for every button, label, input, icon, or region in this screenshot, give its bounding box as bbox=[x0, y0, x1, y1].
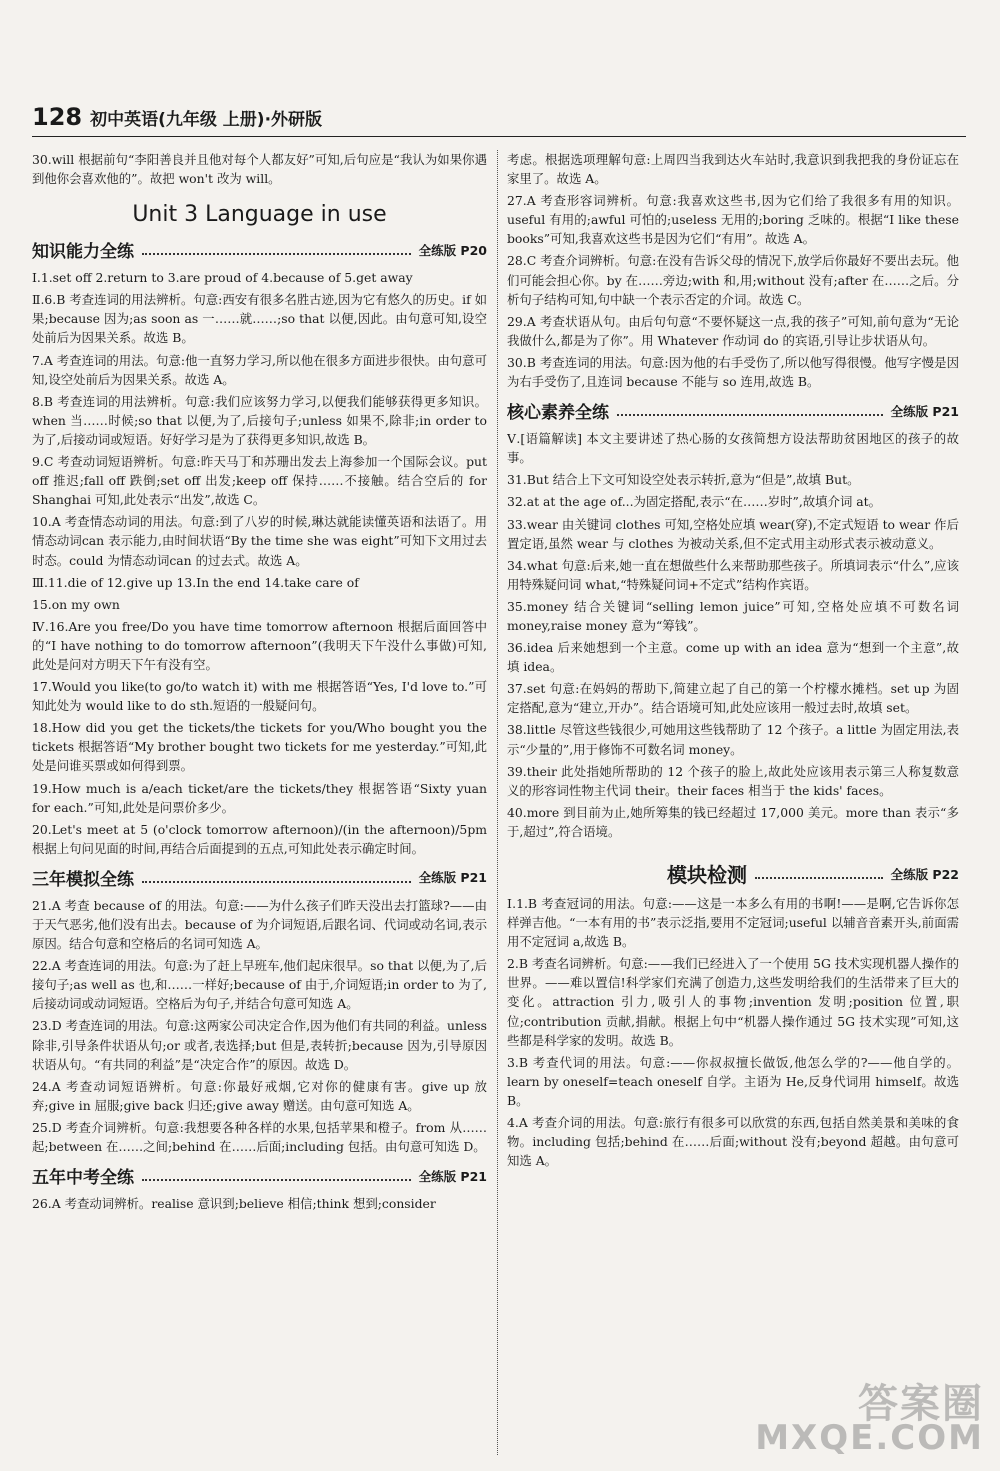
answer-list bbox=[507, 894, 959, 1170]
section-ref: 全练版 P21 bbox=[418, 870, 487, 886]
answer-item: Ⅰ.1.set off 2.return to 3.are proud of 4.because of 5.get away bbox=[32, 270, 413, 286]
section-title: 三年模拟全练 bbox=[32, 869, 134, 890]
answer-item: 23.D 考查连词的用法。句意:这两家公司决定合作,因为他们有共同的利益。unless 除非,引导条件状语从句;or 或者,表选择;but 但是,表转折;because 因为,引导原因状语从句。“有共同的利益”是“决定合作”的原因。故选 D。 bbox=[32, 1018, 487, 1072]
dotted-leader bbox=[142, 872, 411, 883]
answer-item: 30.will 根据前句“李阳善良并且他对每个人都友好”可知,后句应是“我认为如果你遇到他你会喜欢他的”。故把 won't 改为 will。 bbox=[32, 152, 487, 187]
answer-item: 9.C 考查动词短语辨析。句意:昨天马丁和苏珊出发去上海参加一个国际会议。put off 推迟;fall off 跌倒;set off 出发;keep off 保持……不接触。结合空后的 for Shanghai 可知,此处表示“出发”,故选 C。 bbox=[32, 454, 487, 508]
unit-title: Unit 3 Language in use bbox=[132, 202, 387, 228]
answer-item: 19.How much is a/each ticket/are the tickets/they 根据答语“Sixty yuan for each.”可知,此处是问票价多少。 bbox=[32, 780, 487, 815]
answer-item: 考虑。根据选项理解句意:上周四当我到达火车站时,我意识到我把我的身份证忘在家里了。故选 A。 bbox=[507, 152, 959, 187]
answer-item: 33.wear 由关键词 clothes 可知,空格处应填 wear(穿),不定式短语 to wear 作后置定语,虽然 wear 与 clothes 为被动关系,但不定式用主动形式表示被动意义。 bbox=[507, 516, 959, 551]
book-title: 初中英语(九年级 上册)·外研版 bbox=[90, 109, 323, 130]
answer-item: 20.Let's meet at 5 (o'clock tomorrow afternoon)/(in the afternoon)/5pm 根据上句问见面的时间,再结合后面提到的五点,可知此处表示确定时间。 bbox=[32, 821, 487, 856]
answer-item: 39.their 此处指她所帮助的 12 个孩子的脸上,故此处应该用表示第三人称复数意义的形容词性物主代词 their。their faces 相当于 the kids' faces。 bbox=[507, 763, 959, 798]
right-column bbox=[507, 150, 959, 1461]
answer-list bbox=[32, 268, 487, 858]
answer-item: 40.more 到目前为止,她所筹集的钱已经超过 17,000 美元。more than 表示“多于,超过”,符合语境。 bbox=[507, 804, 959, 839]
section-heading bbox=[507, 398, 959, 423]
answer-item: Ⅲ.11.die of 12.give up 13.In the end 14.take care of bbox=[32, 574, 359, 590]
answer-item: 28.C 考查介词辨析。句意:在没有告诉父母的情况下,放学后你最好不要出去玩。他们可能会担心你。by 在……旁边;with 和,用;without 没有;after 在……之后。分析句子结构可知,句中缺一个表示否定的介词。故选 C。 bbox=[507, 253, 959, 307]
answer-item: Ⅱ.6.B 考查连词的用法辨析。句意:西安有很多名胜古迹,因为它有悠久的历史。if 如果;because 因为;as soon as 一……就……;so that 以便,因此。由句意可知,设空处前后为因果关系。故选 B。 bbox=[32, 292, 487, 346]
dotted-leader bbox=[617, 405, 883, 416]
answer-item: 32.at at the age of...为固定搭配,表示“在……岁时”,故填介词 at。 bbox=[507, 494, 882, 510]
answer-item: 36.idea 后来她想到一个主意。come up with an idea 意为“想到一个主意”,故填 idea。 bbox=[507, 640, 959, 675]
answer-item: Ⅰ.1.B 考查冠词的用法。句意:——这是一本多么有用的书啊!——是啊,它告诉你怎样弹吉他。“一本有用的书”表示泛指,要用不定冠词;useful 以辅音音素开头,前面需用不定冠词 a,故选 B。 bbox=[507, 896, 959, 950]
answer-item: 7.A 考查连词的用法。句意:他一直努力学习,所以他在很多方面进步很快。由句意可知,设空处前后为因果关系。故选 A。 bbox=[32, 352, 487, 387]
section-heading bbox=[507, 859, 959, 888]
answer-item: 8.B 考查连词的用法辨析。句意:我们应该努力学习,以便我们能够获得更多知识。when 当……时候;so that 以便,为了,后接句子;unless 如果不,除非;in order to 为了,后接动词或短语。好好学习是为了获得更多知识,故选 B。 bbox=[32, 393, 487, 447]
page-header bbox=[32, 100, 322, 134]
answer-item: 3.B 考查代词的用法。句意:——你叔叔擅长做饭,他怎么学的?——他自学的。learn by oneself=teach oneself 自学。主语为 He,反身代词用 himself。故选 B。 bbox=[507, 1054, 959, 1108]
answer-item: 4.A 考查介词的用法。句意:旅行有很多可以欣赏的东西,包括自然美景和美味的食物。including 包括;behind 在……后面;without 没有;beyond 超越。由句意可知选 A。 bbox=[507, 1115, 959, 1169]
watermark-logo bbox=[755, 1381, 984, 1458]
answer-item: 27.A 考查形容词辨析。句意:我喜欢这些书,因为它们给了我很多有用的知识。useful 有用的;awful 可怕的;useless 无用的;boring 乏味的。根据“I like these books”可知,我喜欢这些书是因为它们“有用”。故选 A。 bbox=[507, 193, 959, 247]
answer-item: 30.B 考查连词的用法。句意:因为他的右手受伤了,所以他写得很慢。他写字慢是因为右手受伤了,且连词 because 不能与 so 连用,故选 B。 bbox=[507, 354, 959, 390]
answer-list bbox=[32, 896, 487, 1156]
dotted-leader bbox=[755, 868, 883, 879]
section-ref: 全练版 P20 bbox=[418, 242, 487, 258]
section-title: 模块检测 bbox=[667, 863, 747, 887]
answer-item: 22.A 考查连词的用法。句意:为了赶上早班车,他们起床很早。so that 以便,为了,后接句子;as well as 也,和……一样好;because of 由于,介词短语;in order to 为了,后接动词或动词短语。空格后为句子,并结合句意可知选 A。 bbox=[32, 958, 487, 1012]
section-title: 知识能力全练 bbox=[32, 242, 134, 263]
answer-item: Ⅴ.[语篇解读] 本文主要讲述了热心肠的女孩简想方设法帮助贫困地区的孩子的故事。 bbox=[507, 431, 959, 466]
dotted-leader bbox=[142, 1170, 411, 1181]
answer-item: 29.A 考查状语从句。由后句句意“不要怀疑这一点,我的孩子”可知,前句意为“无论我做什么,都是为了你”。用 Whatever 作动词 do 的宾语,引导让步状语从句。 bbox=[507, 313, 959, 348]
section-heading bbox=[32, 1163, 487, 1188]
answer-item: 10.A 考查情态动词的用法。句意:到了八岁的时候,琳达就能读懂英语和法语了。用情态动词can 表示能力,由时间状语“By the time she was eight”可知下文用过去时态。could 为情态动词can 的过去式。故选 A。 bbox=[32, 514, 487, 568]
answer-list bbox=[32, 1194, 487, 1213]
column-divider bbox=[497, 150, 498, 1455]
left-column bbox=[32, 150, 487, 1461]
section-ref: 全练版 P22 bbox=[890, 866, 959, 882]
header-rule bbox=[32, 136, 966, 137]
answer-list bbox=[507, 150, 959, 391]
answer-item: 18.How did you get the tickets/the tickets for you/Who bought you the tickets 根据答语“My brother bought two tickets for me yesterday.”可知,此处是问谁买票或如何得到票。 bbox=[32, 720, 487, 774]
answer-item: 2.B 考查名词辨析。句意:——我们已经进入了一个使用 5G 技术实现机器人操作的世界。——难以置信!科学家们充满了创造力,这些发明给我们的生活带来了巨大的变化。attraction 引力,吸引人的事物;invention 发明;position 位置,职位;contribution 贡献,捐献。根据上句中“机器人操作通过 5G 技术实现”可知,这些都是科学家的发明。故选 B。 bbox=[507, 956, 959, 1048]
watermark-url: MXQE.COM bbox=[755, 1418, 984, 1458]
watermark-cn: 答案圈 bbox=[858, 1381, 984, 1427]
answer-item: 34.what 句意:后来,她一直在想做些什么来帮助那些孩子。所填词表示“什么”,应该用特殊疑问词 what,“特殊疑问词+不定式”结构作宾语。 bbox=[507, 557, 959, 592]
section-ref: 全练版 P21 bbox=[418, 1168, 487, 1184]
answer-item: 38.little 尽管这些钱很少,可她用这些钱帮助了 12 个孩子。a little 为固定用法,表示“少量的”,用于修饰不可数名词 money。 bbox=[507, 722, 959, 757]
answer-item: 37.set 句意:在妈妈的帮助下,简建立起了自己的第一个柠檬水摊档。set up 为固定搭配,意为“建立,开办”。结合语境可知,此处应该用一般过去时,故填 set。 bbox=[507, 681, 959, 716]
answer-item: 26.A 考查动词辨析。realise 意识到;believe 相信;think 想到;consider bbox=[32, 1196, 436, 1212]
section-title: 核心素养全练 bbox=[507, 403, 609, 424]
answer-item: 31.But 结合上下文可知设空处表示转折,意为“但是”,故填 But。 bbox=[507, 472, 860, 488]
dotted-leader bbox=[142, 244, 411, 255]
answer-item: 35.money 结合关键词“selling lemon juice”可知,空格处应填不可数名词 money,raise money 意为“筹钱”。 bbox=[507, 598, 959, 633]
answer-item: 17.Would you like(to go/to watch it) with me 根据答语“Yes, I'd love to.”可知此处为 would like to do sth.短语的一般疑问句。 bbox=[32, 679, 487, 714]
answer-item: 24.A 考查动词短语辨析。句意:你最好戒烟,它对你的健康有害。give up 放弃;give in 屈服;give back 归还;give away 赠送。由句意可知选 A。 bbox=[32, 1078, 487, 1113]
answer-item: 15.on my own bbox=[32, 596, 120, 612]
section-title: 五年中考全练 bbox=[32, 1168, 134, 1189]
page-number: 128 bbox=[32, 103, 83, 131]
section-heading bbox=[32, 865, 487, 890]
answer-list bbox=[507, 429, 959, 841]
section-ref: 全练版 P21 bbox=[890, 403, 959, 419]
section-heading bbox=[32, 237, 487, 262]
answer-item: Ⅳ.16.Are you free/Do you have time tomorrow afternoon 根据后面回答中的“I have nothing to do tomorrow afternoon”(我明天下午没什么事做)可知,此处是问对方明天下午有没有空。 bbox=[32, 618, 487, 672]
answer-item: 21.A 考查 because of 的用法。句意:——为什么孩子们昨天没出去打篮球?——由于天气恶劣,他们没有出去。because of 为介词短语,后跟名词、代词或动名词,表示原因。结合句意和空格后的名词可知选 A。 bbox=[32, 897, 487, 952]
answer-item: 25.D 考查介词辨析。句意:我想要各种各样的水果,包括苹果和橙子。from 从……起;between 在……之间;behind 在……后面;including 包括。由句意可知选 D。 bbox=[32, 1119, 487, 1155]
